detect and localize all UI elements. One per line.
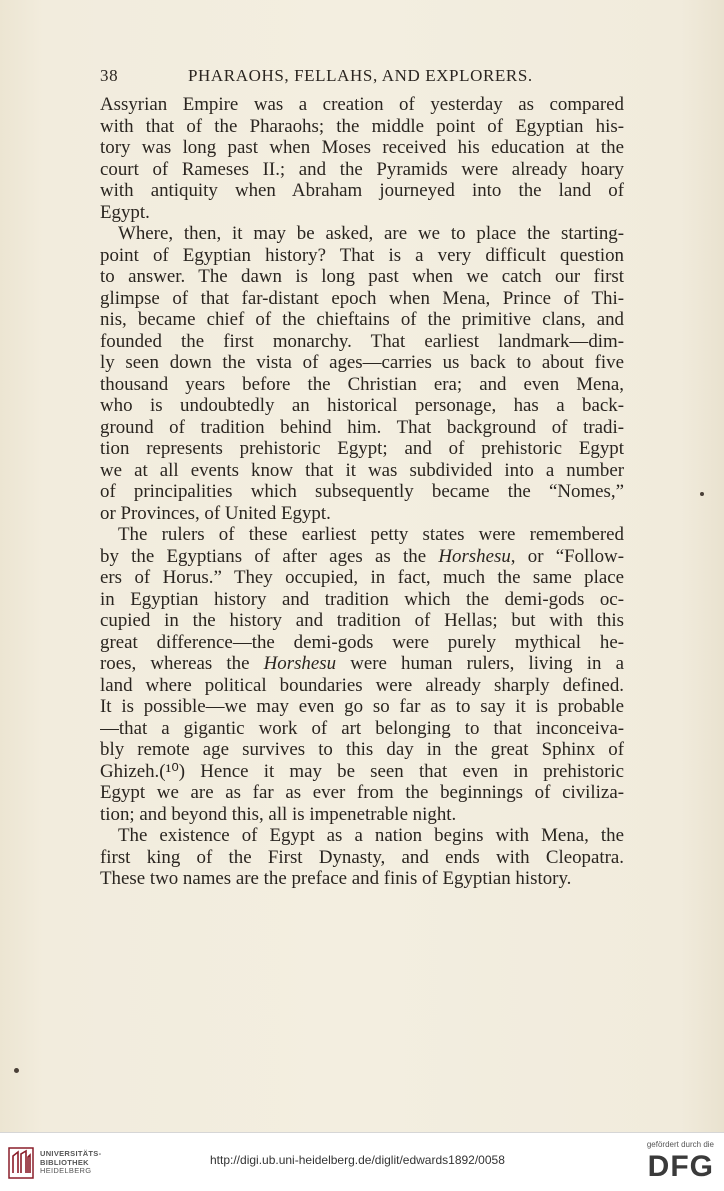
- text-line: who is undoubtedly an historical personage, has a back-: [100, 395, 624, 416]
- text-line: It is possible—we may even go so far as to say it is probable: [100, 696, 624, 717]
- page-speck: [14, 1068, 19, 1073]
- text-line: ers of Horus.” They occupied, in fact, much the same place: [100, 567, 624, 588]
- text-line: we at all events know that it was subdivided into a number: [100, 459, 624, 481]
- text-line: tory was long past when Moses received his education at the: [100, 137, 624, 158]
- text-line: ly seen down the vista of ages—carries us back to about five: [100, 352, 624, 373]
- text-line: land where political boundaries were already sharply defined.: [100, 674, 624, 696]
- text-line: The rulers of these earliest petty states were remembered: [118, 524, 624, 545]
- text-line: first king of the First Dynasty, and ends with Cleopatra.: [100, 846, 624, 868]
- text-line: great difference—the demi-gods were purely mythical he-: [100, 631, 624, 653]
- page-number: 38: [100, 66, 119, 85]
- text-line: point of Egyptian history? That is a very difficult question: [100, 244, 624, 266]
- text-line: cupied in the history and tradition of Hellas; but with this: [100, 610, 624, 631]
- text-line: nis, became chief of the chieftains of the primitive clans, and: [100, 309, 624, 330]
- text-line: Assyrian Empire was a creation of yesterday as compared: [100, 94, 624, 115]
- page-header: [100, 66, 624, 90]
- text-line: These two names are the preface and finis of Egyptian history.: [100, 868, 572, 889]
- paragraph: [100, 825, 624, 890]
- text-line: —that a gigantic work of art belonging to that inconceiva-: [100, 717, 624, 739]
- text-line: in Egyptian history and tradition which the demi-gods oc-: [100, 588, 624, 610]
- text-line: glimpse of that far-distant epoch when Mena, Prince of Thi-: [100, 287, 624, 309]
- institution-line: BIBLIOTHEK: [40, 1157, 89, 1167]
- text-line: court of Rameses II.; and the Pyramids were already hoary: [100, 158, 624, 180]
- text-line: with antiquity when Abraham journeyed into the land of: [100, 180, 624, 201]
- page-speck: [700, 492, 704, 496]
- institution-line: HEIDELBERG: [40, 1166, 92, 1175]
- text-line: to answer. The dawn is long past when we catch our first: [100, 266, 624, 287]
- paragraph: [100, 223, 624, 524]
- text-line: Where, then, it may be asked, are we to place the starting-: [118, 223, 624, 244]
- paragraph: [100, 94, 624, 223]
- university-library-logo-icon: [8, 1147, 34, 1179]
- text-line: ground of tradition behind him. That background of tradi-: [100, 416, 624, 438]
- text-line: tion; and beyond this, all is impenetrable night.: [100, 803, 457, 825]
- text-line: founded the first monarchy. That earliest landmark—dim-: [100, 330, 624, 352]
- text-line: bly remote age survives to this day in the great Sphinx of: [100, 739, 624, 760]
- text-line: roes, whereas the Horshesu were human rulers, living in a: [100, 653, 624, 674]
- text-line: The existence of Egypt as a nation begins with Mena, the: [118, 825, 624, 846]
- text-line: Egypt we are as far as ever from the beginnings of civiliza-: [100, 782, 624, 803]
- university-library-name: [40, 1150, 101, 1176]
- running-title: PHARAOHS, FELLAHS, AND EXPLORERS.: [188, 66, 533, 85]
- digitization-footer: [0, 1132, 724, 1191]
- dfg-logo: DFG: [647, 1150, 714, 1183]
- permalink-url[interactable]: http://digi.ub.uni-heidelberg.de/diglit/edwards1892/0058: [210, 1153, 505, 1167]
- paragraph: [100, 524, 624, 825]
- text-line: Ghizeh.(¹⁰) Hence it may be seen that even in prehistoric: [100, 760, 624, 782]
- funded-by-label: gefördert durch die: [646, 1140, 714, 1149]
- text-line: with that of the Pharaohs; the middle point of Egyptian his-: [100, 115, 624, 137]
- text-line: of principalities which subsequently became the “Nomes,”: [100, 481, 624, 502]
- text-line: or Provinces, of United Egypt.: [100, 502, 331, 524]
- text-line: by the Egyptians of after ages as the Horshesu, or “Follow-: [100, 545, 624, 567]
- text-line: Egypt.: [100, 201, 150, 223]
- text-line: thousand years before the Christian era; and even Mena,: [100, 373, 624, 395]
- body-text: [100, 94, 624, 890]
- institution-line: UNIVERSITÄTS-: [40, 1149, 102, 1158]
- text-line: tion represents prehistoric Egypt; and of prehistoric Egypt: [100, 438, 624, 459]
